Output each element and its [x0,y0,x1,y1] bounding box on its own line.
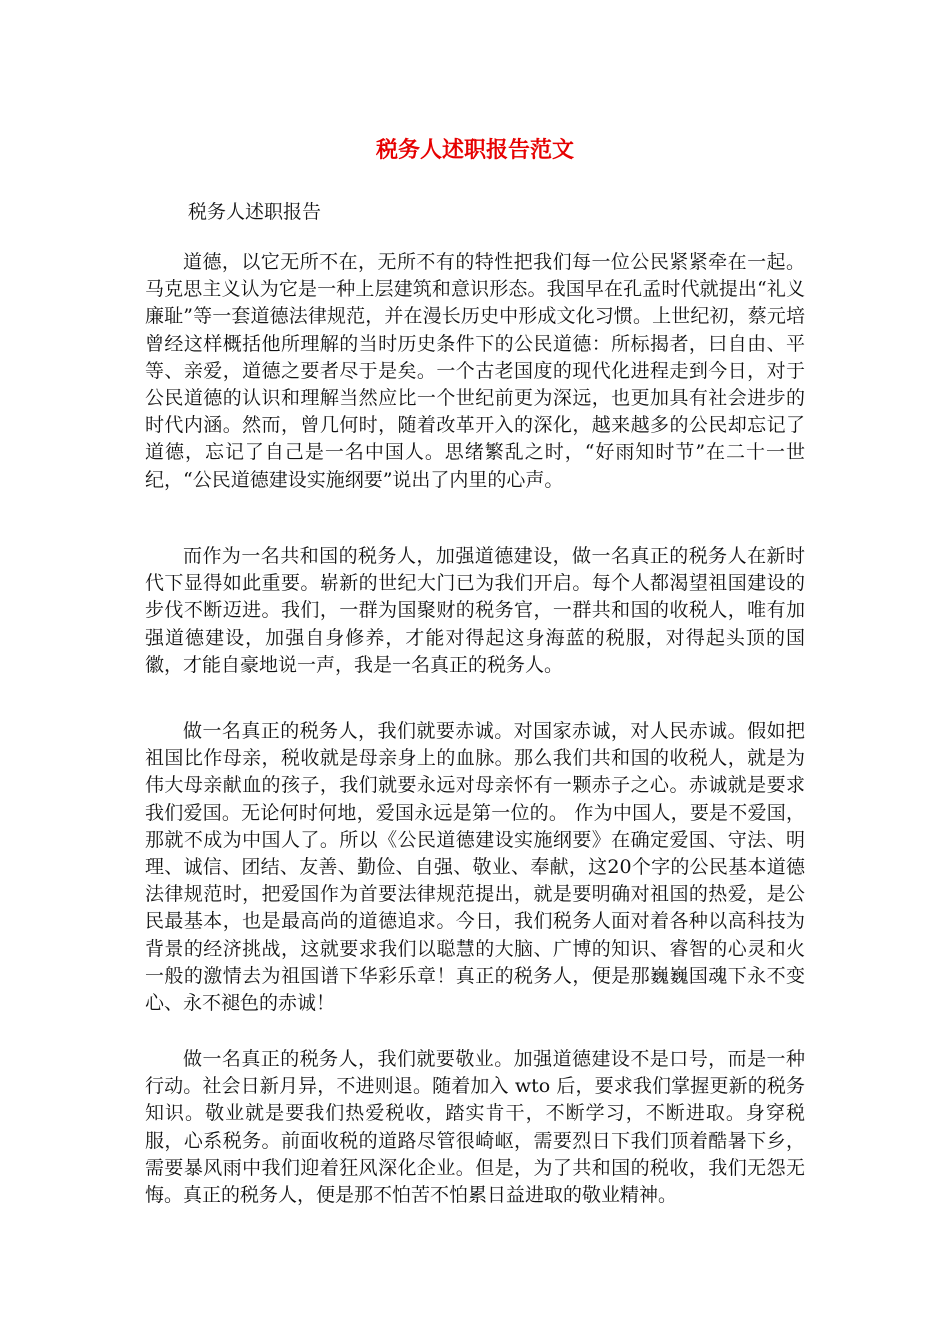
document-title: 税务人述职报告范文 [375,138,574,163]
body-paragraph: 道德，以它无所不在，无所不有的特性把我们每一位公民紧紧牵在一起。马克思主义认为它是一种上层建筑和意识形态。我国早在孔孟时代就提出“礼义廉耻”等一套道德法律规范，并在漫长历史中形成文化习惯。上世纪初，蔡元培曾经这样概括他所理解的当时历史条件下的公民道德：所标揭者，曰自由、平等、亲爱，道德之要者尽于是矣。一个古老国度的现代化进程走到今日，对于公民道德的认识和理解当然应比一个世纪前更为深远，也更加具有社会进步的时代内涵。然而，曾几何时，随着改革开入的深化，越来越多的公民却忘记了道德，忘记了自己是一名中国人。思绪繁乱之时，“好雨知时节”在二十一世纪，“公民道德建设实施纲要”说出了内里的心声。 [145,251,805,491]
body-paragraph: 做一名真正的税务人，我们就要敬业。加强道德建设不是口号，而是一种行动。社会日新月异，不进则退。随着加入 wto 后，要求我们掌握更新的税务知识。敬业就是要我们热爱税收，踏实肯干，不断学习，不断进取。身穿税服，心系税务。前面收税的道路尽管很崎岖，需要烈日下我们顶着酷暑下乡，需要暴风雨中我们迎着狂风深化企业。但是，为了共和国的税收，我们无怨无悔。真正的税务人，便是那不怕苦不怕累日益进取的敬业精神。 [145,1048,805,1207]
document-subtitle: 税务人述职报告 [188,201,322,223]
body-paragraph: 做一名真正的税务人，我们就要赤诚。对国家赤诚，对人民赤诚。假如把祖国比作母亲，税收就是母亲身上的血脉。那么我们共和国的收税人，就是为伟大母亲献血的孩子，我们就要永远对母亲怀有一颗赤子之心。赤诚就是要求我们爱国。无论何时何地，爱国永远是第一位的。 作为中国人，要是不爱国，那就不成为中国人了。所以《公民道德建设实施纲要》在确定爱国、守法、明理、诚信、团结、友善、勤俭、自强、敬业、奉献，这20个字的公民基本道德法律规范时，把爱国作为首要法律规范提出，就是要明确对祖国的热爱，是公民最基本，也是最高尚的道德追求。今日，我们税务人面对着各种以高科技为背景的经济挑战，这就要求我们以聪慧的大脑、广博的知识、睿智的心灵和火一般的激情去为祖国谱下华彩乐章！真正的税务人，便是那巍巍国魂下永不变心、永不褪色的赤诚！ [145,720,805,1015]
body-paragraph: 而作为一名共和国的税务人，加强道德建设，做一名真正的税务人在新时代下显得如此重要。崭新的世纪大门已为我们开启。每个人都渴望祖国建设的步伐不断迈进。我们，一群为国聚财的税务官，一群共和国的收税人，唯有加强道德建设，加强自身修养，才能对得起这身海蓝的税服，对得起头顶的国徽，才能自豪地说一声，我是一名真正的税务人。 [145,545,805,676]
